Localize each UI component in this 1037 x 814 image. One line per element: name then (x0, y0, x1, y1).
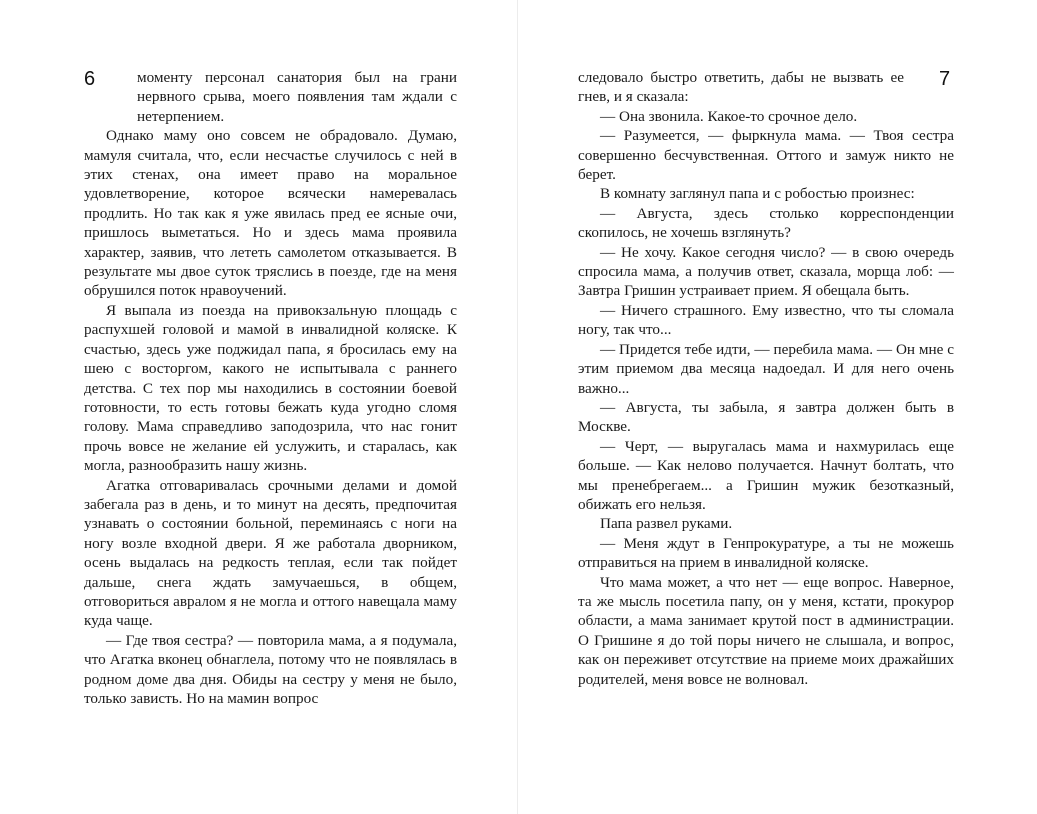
paragraph: — Августа, ты забыла, я завтра должен быть в Москве. (578, 398, 954, 436)
left-page-number: 6 (84, 68, 96, 90)
paragraph: — Меня ждут в Генпрокуратуре, а ты не можешь отправиться на прием в инвалидной коляске. (578, 534, 954, 572)
paragraph: моменту персонал санатория был на грани нервного срыва, моего появления там ждали с нетерпением. (137, 69, 457, 125)
paragraph: следовало быстро ответить, дабы не вызвать ее гнев, и я сказала: (578, 69, 904, 106)
paragraph: Я выпала из поезда на привокзальную площадь с распухшей головой и мамой в инвалидной коляске. К счастью, здесь уже поджидал папа, я бросилась ему на шею с восторгом, какого не испытывала с раннего детства. С тех пор мы находились в состоянии боевой готовности, то есть готовы бежать куда угодно сломя голову. Мама справедливо заподозрила, что нас гонит прочь вовсе не желание ей услужить, и старалась, как могла, разнообразить нашу жизнь. (84, 301, 457, 475)
paragraph: — Ничего страшного. Ему известно, что ты сломала ногу, так что... (578, 301, 954, 339)
paragraph: — Разумеется, — фыркнула мама. — Твоя сестра совершенно бесчувственная. Оттого и замуж никто не берет. (578, 127, 954, 184)
right-page-number: 7 (939, 68, 951, 90)
paragraph: — Где твоя сестра? — повторила мама, а я подумала, что Агатка вконец обнаглела, потому что не появлялась в родном доме два дня. Обиды на сестру у меня не было, только зависть. Но на мамин вопрос (84, 631, 457, 707)
paragraph: — Черт, — выругалась мама и нахмурилась еще больше. — Как нелово получается. Начнут болтать, что мы пренебрегаем... а Гришин мужик безотказный, обижать его нельзя. (578, 437, 954, 513)
paragraph: Однако маму оно совсем не обрадовало. Думаю, мамуля считала, что, если несчастье случилось с ней в этих стенах, она имеет право на моральное удовлетворение, которое всячески намеревалась продлить. Но так как я уже явилась пред ее ясные очи, пришлось выметаться. Но и здесь мама проявила характер, заявив, что лететь самолетом отказывается. В результате мы двое суток тряслись в поезде, где на меня обрушился поток нравоучений. (84, 127, 457, 300)
paragraph: Папа развел руками. (600, 515, 733, 533)
left-page-text (84, 68, 457, 708)
paragraph: — Не хочу. Какое сегодня число? — в свою очередь спросила мама, а получив ответ, сказала, морща лоб: — Завтра Гришин устраивает прием. Я обещала быть. (578, 243, 954, 300)
paragraph: Агатка отговаривалась срочными делами и домой забегала раз в день, и то минут на десять, предпочитая узнавать о состоянии больной, переминаясь с ноги на ногу возле входной двери. Я же работала дворником, осень выдалась на редкость теплая, если так пойдет дальше, снега ждать замучаешься, в общем, отговориться авралом я не могла и оттого навещала маму куда чаще. (84, 476, 457, 630)
paragraph: — Августа, здесь столько корреспонденции скопилось, не хочешь взглянуть? (578, 204, 954, 242)
right-page-text (578, 68, 954, 689)
paragraph: — Она звонила. Какое-то срочное дело. (600, 107, 858, 125)
book-gutter (517, 0, 518, 814)
paragraph: — Придется тебе идти, — перебила мама. — Он мне с этим приемом два месяца надоедал. И для него очень важно... (578, 340, 954, 397)
paragraph: Что мама может, а что нет — еще вопрос. Наверное, та же мысль посетила папу, он у меня, кстати, прокурор области, а мама занимает крутой пост в администрации. О Гришине я до той поры ничего не слышала, и вопрос, как он переживет отсутствие на приеме моих дражайших родителей, меня вовсе не волновал. (578, 573, 954, 688)
paragraph: В комнату заглянул папа и с робостью произнес: (600, 185, 915, 203)
